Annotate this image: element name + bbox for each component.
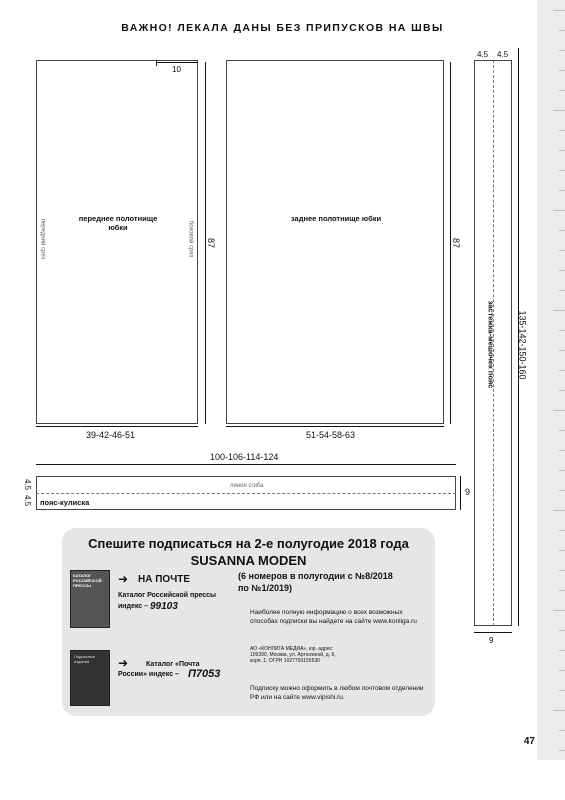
ruler-tick [559, 330, 565, 331]
index2-value: П7053 [188, 668, 221, 680]
ruler-tick [559, 670, 565, 671]
mail-arrow-icon-2: ➜ [118, 656, 129, 670]
ruler-tick [553, 310, 565, 311]
ruler-tick [553, 110, 565, 111]
catalog2-text: Каталог «Почта России» индекс – [118, 661, 200, 678]
side-ruler [537, 0, 565, 760]
ruler-tick [559, 390, 565, 391]
back-skirt-panel [226, 60, 444, 424]
mail-arrow-icon: ➜ [118, 572, 129, 586]
ruler-tick [553, 710, 565, 711]
page-title: ВАЖНО! ЛЕКАЛА ДАНЫ БЕЗ ПРИПУСКОВ НА ШВЫ [121, 22, 444, 34]
closure-width-line [474, 632, 512, 633]
back-width-dim: 51-54-58-63 [306, 430, 356, 440]
publisher-info: АО «КОНЛИГА МЕДИА», юр. адрес: 109390, Москва, ул. Артюхиной, д. 6, корп. 1; ОГРН 1027700155530 [250, 646, 336, 664]
online-info: Подписку можно оформить в любом почтовом отделении РФ или на сайте www.vipishi.ru. [250, 685, 424, 701]
konliga-info: Наиболее полную информацию о всех возможных способах подписки вы найдете на сайте www.konliga.ru [250, 609, 417, 625]
back-height-dim: 87 [451, 237, 462, 249]
ruler-tick [559, 570, 565, 571]
closure-top-dim-right: 4.5 [497, 50, 509, 59]
ruler-tick [559, 190, 565, 191]
ruler-tick [559, 50, 565, 51]
catalog1-text: Каталог Российской прессы [118, 592, 217, 599]
catalog-cover-2-title: Подписные издания [74, 654, 96, 664]
back-width-line [226, 426, 444, 427]
promo-headline-line2: SUSANNA MODEN [190, 553, 307, 568]
ruler-tick [559, 550, 565, 551]
belt-label: пояс-кулиска [40, 498, 90, 507]
front-panel-label: переднее полотнище юбки [78, 214, 158, 232]
front-skirt-panel [36, 60, 198, 424]
index1-prefix: индекс – [118, 603, 149, 610]
ruler-tick [559, 730, 565, 731]
promo-headline-line1: Спешите подписаться на 2-е полугодие 2018 года [88, 536, 409, 551]
ruler-tick [559, 70, 565, 71]
ruler-tick [559, 370, 565, 371]
closure-length-dim: 135-142-150-160 [517, 310, 528, 380]
index1-value: 99103 [150, 601, 178, 612]
front-corner-dim: 10 [172, 65, 181, 74]
catalog-cover-1-title: КАТАЛОГ РОССИЙСКОЙ ПРЕССЫ [73, 573, 102, 588]
closure-strip-label: застежка-мешочек пояс [486, 300, 496, 389]
ruler-tick [559, 230, 565, 231]
front-height-dim: 87 [206, 237, 217, 249]
front-width-dim: 39-42-46-51 [86, 430, 136, 440]
ruler-tick [559, 630, 565, 631]
belt-side-dim-top: 4.5 [23, 478, 33, 491]
belt-fold-line [36, 493, 456, 494]
ruler-tick [559, 290, 565, 291]
mail-title: НА ПОЧТЕ [138, 574, 190, 585]
ruler-tick [553, 10, 565, 11]
front-left-edge-label: передний срез [39, 218, 46, 260]
ruler-tick [559, 590, 565, 591]
subscription-promo [62, 528, 435, 716]
ruler-tick [559, 490, 565, 491]
closure-top-dim-left: 4.5 [477, 50, 489, 59]
ruler-tick [559, 150, 565, 151]
ruler-tick [553, 610, 565, 611]
belt-length-line [36, 464, 456, 465]
ruler-tick [553, 210, 565, 211]
belt-width-line [460, 476, 461, 510]
issues-info: (6 номеров в полугодии с №8/2018 по №1/2019) [238, 571, 393, 593]
belt-width-dim: 9 [465, 487, 471, 497]
catalog-cover-2 [70, 650, 110, 706]
ruler-tick [559, 650, 565, 651]
ruler-tick [553, 410, 565, 411]
ruler-tick [559, 750, 565, 751]
ruler-tick [559, 130, 565, 131]
belt-length-dim: 100-106-114-124 [210, 452, 279, 462]
closure-width-dim: 9 [489, 636, 494, 645]
ruler-tick [559, 90, 565, 91]
front-right-edge-label: боковой срез [187, 220, 194, 258]
ruler-tick [559, 270, 565, 271]
ruler-tick [559, 470, 565, 471]
back-panel-label: заднее полотнище юбки [290, 214, 382, 223]
corner-notch [156, 60, 157, 66]
front-width-line [36, 426, 198, 427]
belt-fold-label: линия сгиба [230, 483, 264, 489]
ruler-tick [559, 250, 565, 251]
corner-notch-line [156, 62, 198, 63]
ruler-tick [559, 430, 565, 431]
catalog-cover-1 [70, 570, 110, 628]
ruler-tick [559, 170, 565, 171]
promo-headline [62, 535, 435, 569]
ruler-tick [553, 510, 565, 511]
page-number: 47 [523, 736, 535, 747]
ruler-tick [559, 530, 565, 531]
belt-side-dim-bottom: 4.5 [23, 494, 33, 507]
ruler-tick [559, 690, 565, 691]
ruler-tick [559, 450, 565, 451]
ruler-tick [559, 350, 565, 351]
